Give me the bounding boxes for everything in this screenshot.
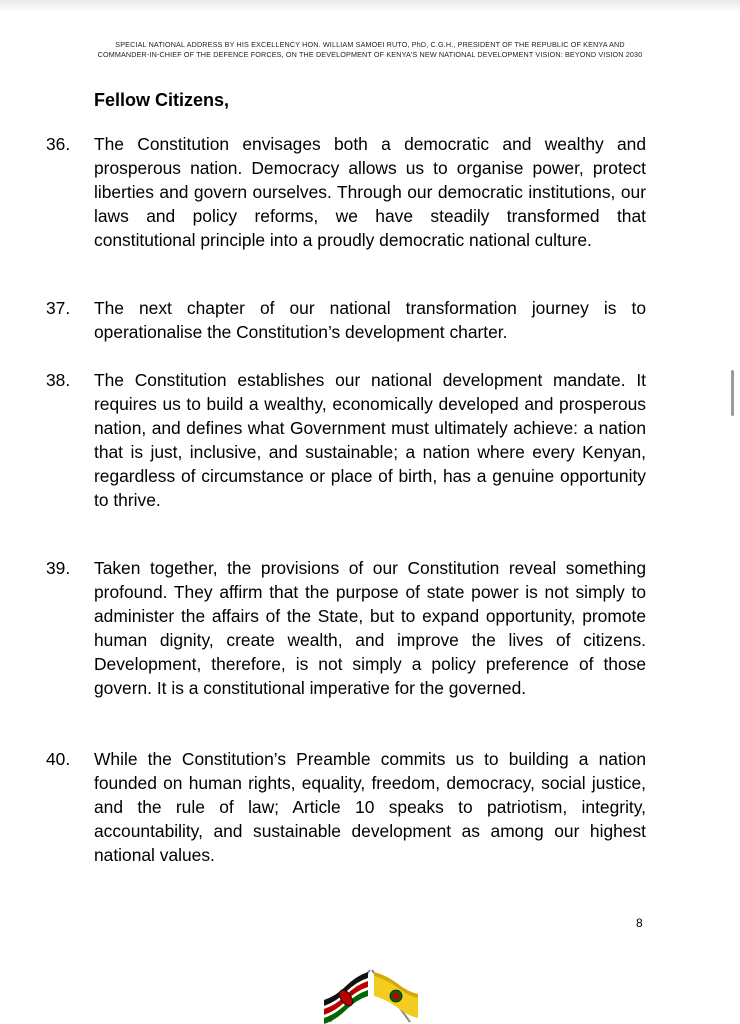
kenya-and-presidential-flags-icon xyxy=(318,962,422,1024)
paragraph-text: The Constitution establishes our national development mandate. It requires us to build a wealthy, economically developed and prosperous nation, and defines what Government must ultimately achieve: a nation that is just, inclusive, and sustainable; a nation where every Kenyan, regardless of circumstance or place of birth, has a genuine opportunity to thrive. xyxy=(94,370,646,510)
page-number: 8 xyxy=(636,916,643,930)
scrollbar-thumb[interactable] xyxy=(731,370,734,416)
paragraph-number: 36. xyxy=(46,134,71,154)
salutation-heading: Fellow Citizens, xyxy=(94,90,230,110)
kenya-flag-icon xyxy=(324,972,368,1024)
paragraph-number: 39. xyxy=(46,558,71,578)
presidential-flag-icon xyxy=(374,972,418,1018)
header-line-2: COMMANDER-IN-CHIEF OF THE DEFENCE FORCES, ON THE DEVELOPMENT OF KENYA'S NEW NATIONAL DEVELOPMENT VISION: BEYOND VISION 2030 xyxy=(97,50,643,59)
paragraph-40 xyxy=(46,748,646,868)
paragraph-text: While the Constitution’s Preamble commits us to building a nation founded on human rights, equality, freedom, democracy, social justice, and the rule of law; Article 10 speaks to patriotism, integrity, accountability, and sustainable development as among our highest national values. xyxy=(94,749,646,865)
header-line-1: SPECIAL NATIONAL ADDRESS BY HIS EXCELLENCY HON. WILLIAM SAMOEI RUTO, PhD, C.G.H., PRESIDENT OF THE REPUBLIC OF KENYA AND xyxy=(115,40,625,49)
paragraph-39 xyxy=(46,557,646,700)
paragraph-number: 40. xyxy=(46,749,71,769)
paragraph-text: Taken together, the provisions of our Constitution reveal something profound. They affirm that the purpose of state power is not simply to administer the affairs of the State, but to expand opportunity, promote human dignity, create wealth, and improve the lives of citizens. Development, therefore, is not simply a policy preference of those govern. It is a constitutional imperative for the governed. xyxy=(94,558,646,698)
page-top-shadow xyxy=(0,0,740,12)
paragraph-text: The next chapter of our national transformation journey is to operationalise the Constitution’s development charter. xyxy=(94,298,646,342)
paragraph-number: 38. xyxy=(46,370,71,390)
document-header xyxy=(40,40,700,60)
paragraph-37 xyxy=(46,297,646,345)
paragraph-36 xyxy=(46,133,646,253)
paragraph-text: The Constitution envisages both a democratic and wealthy and prosperous nation. Democracy allows us to organise power, protect liberties and govern ourselves. Through our democratic institutions, our laws and policy reforms, we have steadily transformed that constitutional principle into a proudly democratic national culture. xyxy=(94,134,646,250)
paragraph-number: 37. xyxy=(46,298,71,318)
paragraph-38 xyxy=(46,369,646,512)
